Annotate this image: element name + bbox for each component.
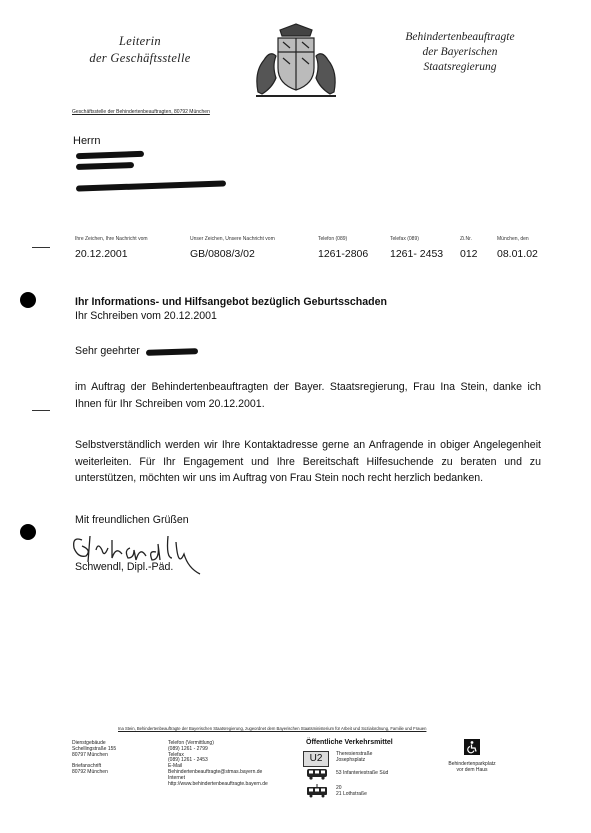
punch-hole	[20, 524, 36, 540]
office-title	[70, 33, 210, 67]
ref-value-room: 012	[460, 248, 478, 260]
redacted-name-2	[76, 162, 134, 170]
footer-contact-line: Telefon (Vermittlung)	[168, 740, 214, 746]
subway-stops	[336, 752, 372, 764]
ref-label-yours: Ihre Zeichen, Ihre Nachricht vom	[75, 236, 148, 242]
ref-value-yours: 20.12.2001	[75, 248, 128, 260]
footer-website-link[interactable]: http://www.behindertenbeauftragte.bayern.de	[168, 780, 268, 787]
redacted-greeting-name	[146, 348, 198, 356]
greeting: Sehr geehrter	[75, 345, 140, 357]
paragraph-2: Selbstverständlich werden wir Ihre Kontaktadresse gerne an Anfragende in obiger Angelegenheit weiterleiten. Für Ihr Engagement und Ihre Bereitschaft Hilfesuchende zu beraten und zu unterstützen, möchten wir uns im Auftrag von Frau Stein noch recht herzlich bedanken.	[75, 439, 541, 484]
parking-line: vor dem Haus	[456, 766, 488, 773]
tram-line: 20	[336, 785, 342, 791]
fold-mark	[32, 410, 50, 411]
footer-address-line: 80792 München	[72, 768, 108, 775]
recipient-salutation: Herrn	[73, 135, 101, 147]
ref-label-room: Zi.Nr.	[460, 236, 472, 242]
footer-address	[72, 741, 116, 776]
authority-title-line1: Behindertenbeauftragte	[405, 31, 515, 43]
bus-stop: 53 Infanteriestraße Süd	[336, 770, 389, 776]
footer-address-line: 80797 München	[72, 751, 108, 758]
ref-value-ours: GB/0808/3/02	[190, 248, 255, 260]
transit-title: Öffentliche Verkehrsmittel	[306, 739, 393, 746]
ref-value-phone: 1261-2806	[318, 248, 369, 260]
closing: Mit freundlichen Grüßen	[75, 514, 189, 526]
footer-address-line: Dienstgebäude	[72, 740, 106, 746]
tram-stops	[336, 786, 367, 798]
tram-icon	[306, 784, 328, 798]
ref-label-date: München, den	[497, 236, 529, 242]
footer-contact-line: Internet	[168, 774, 185, 781]
subway-stop: Josephsplatz	[336, 756, 366, 763]
footer-address-line: Schellingstraße 155	[72, 745, 117, 752]
signatory-name: Schwendl, Dipl.-Päd.	[75, 561, 174, 573]
ref-label-fax: Telefax (089)	[390, 236, 419, 242]
paragraph-1: im Auftrag der Behindertenbeauftragten der Bayer. Staatsregierung, Frau Ina Stein, danke ich Ihnen für Ihr Schreiben vom 20.12.2001.	[75, 381, 541, 410]
footer-address-line: Briefanschrift	[72, 763, 102, 770]
footer-email-link[interactable]: Behindertenbeauftragte@stmas.bayern.de	[168, 768, 263, 775]
bus-icon	[306, 768, 328, 780]
parking-info	[444, 762, 500, 774]
redacted-address	[76, 180, 226, 191]
footer-contact-line: (089) 1261 - 2453	[168, 757, 208, 764]
ref-value-date: 08.01.02	[497, 248, 538, 260]
subject: Ihr Informations- und Hilfsangebot bezüglich Geburtsschaden	[75, 296, 387, 308]
footer-contact-line: Telefax	[168, 751, 184, 758]
redacted-name	[76, 151, 144, 159]
footer-contact-line: E-Mail	[168, 763, 183, 770]
punch-hole	[20, 292, 36, 308]
ref-value-fax: 1261- 2453	[390, 248, 444, 260]
ref-label-phone: Telefon (089)	[318, 236, 348, 242]
footer-contact-line: (089) 1261 - 2799	[168, 745, 208, 752]
wheelchair-parking-icon	[464, 739, 480, 755]
office-title-line1: Leiterin	[119, 34, 161, 48]
footer-ministry-line: Ina Stein, Behindertenbeauftragte der Bayerischen Staatsregierung, zugeordnet dem Bayerischen Staatsministerium für Arbeit und Sozialordnung, Familie und Frauen	[118, 726, 427, 731]
parking-line: Behindertenparkplatz	[448, 761, 496, 767]
subject-reference: Ihr Schreiben vom 20.12.2001	[75, 310, 217, 322]
bavarian-coat-of-arms-icon	[250, 22, 342, 100]
office-title-line2: der Geschäftsstelle	[89, 51, 191, 65]
ref-label-ours: Unser Zeichen, Unsere Nachricht vom	[190, 236, 275, 242]
authority-title-line3: Staatsregierung	[423, 61, 497, 73]
authority-title-line2: der Bayerischen	[422, 46, 498, 58]
authority-title	[385, 30, 535, 75]
sender-line: Geschäftsstelle der Behindertenbeauftragten, 80792 München	[72, 109, 210, 115]
tram-stop: 21 Lothstraße	[336, 790, 367, 797]
fold-mark	[32, 247, 50, 248]
footer-contact	[168, 741, 268, 787]
subway-stop: Theresienstraße	[336, 751, 373, 757]
subway-line-badge: U2	[303, 751, 329, 767]
